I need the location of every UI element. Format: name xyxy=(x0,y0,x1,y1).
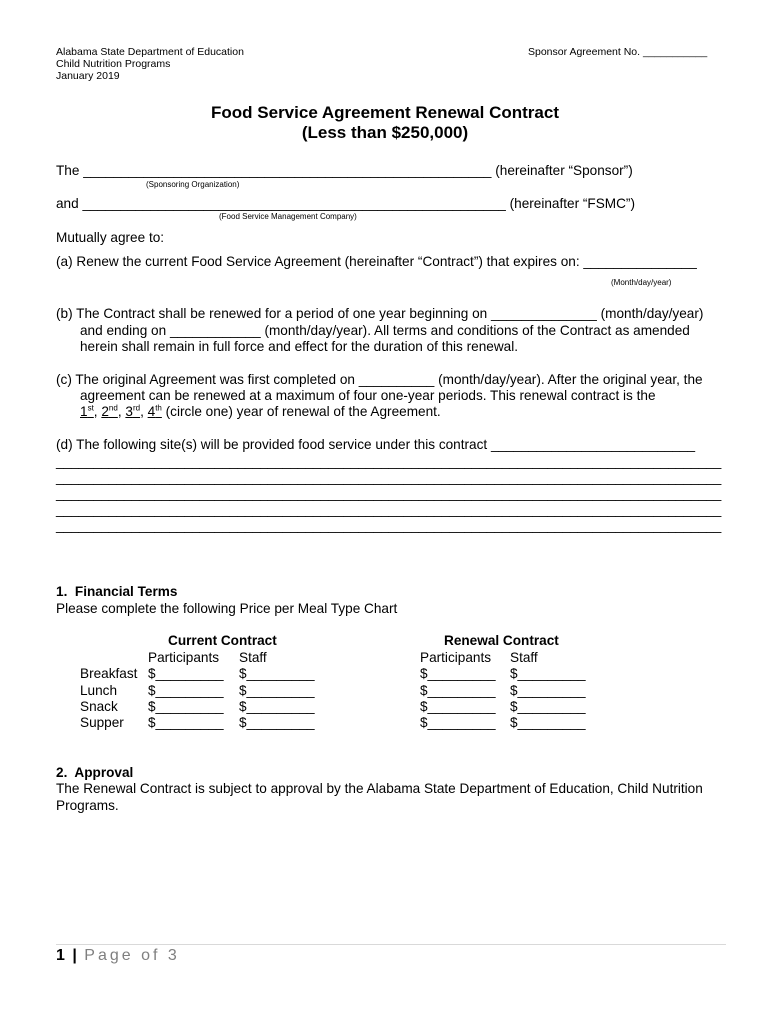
clause-c-line2: agreement can be renewed at a maximum of four one-year periods. This renewal contract is the xyxy=(80,388,656,403)
price-blank: $_________ xyxy=(239,683,315,698)
mutually-agree: Mutually agree to: xyxy=(56,230,165,245)
renewal-year-1: 1st xyxy=(80,403,94,419)
sponsor-line: The ______________________________________________________ (hereinafter “Sponsor”) xyxy=(56,163,633,178)
page-separator: | xyxy=(72,947,77,964)
clause-a-caption: (Month/day/year) xyxy=(611,278,672,287)
approval-heading: 2. Approval xyxy=(56,765,134,780)
org-program: Child Nutrition Programs xyxy=(56,58,171,70)
fsmc-line: and ________________________________________________________ (hereinafter “FSMC”) xyxy=(56,196,635,211)
clause-c-rest: (circle one) year of renewal of the Agreement. xyxy=(161,404,441,419)
meal-label-snack: Snack xyxy=(80,699,118,714)
page-of-text: Page of 3 xyxy=(84,947,180,964)
current-participants-header: Participants xyxy=(148,650,220,665)
price-blank: $_________ xyxy=(148,666,224,681)
price-blank: $_________ xyxy=(420,699,496,714)
site-line: ________________________________________________________________________________________ xyxy=(56,502,722,517)
price-blank: $_________ xyxy=(148,715,224,730)
price-blank: $_________ xyxy=(510,666,586,681)
renewal-participants-header: Participants xyxy=(420,650,492,665)
clause-b-line2: and ending on ____________ (month/day/year). All terms and conditions of the Contract as amended xyxy=(80,323,690,338)
renewal-year-2: 2nd xyxy=(101,403,118,419)
site-line: ________________________________________________________________________________________ xyxy=(56,486,722,501)
meal-label-lunch: Lunch xyxy=(80,683,118,698)
price-blank: $_________ xyxy=(239,715,315,730)
clause-a: (a) Renew the current Food Service Agreement (hereinafter “Contract”) that expires on: _______________ xyxy=(56,254,697,269)
clause-b-line3: herein shall remain in full force and effect for the duration of this renewal. xyxy=(80,339,519,354)
current-contract-title: Current Contract xyxy=(168,633,277,648)
clause-b-line1: (b) The Contract shall be renewed for a period of one year beginning on ______________ (month/day/year) xyxy=(56,306,704,321)
financial-heading: 1. Financial Terms xyxy=(56,584,178,599)
fsmc-caption: (Food Service Management Company) xyxy=(219,212,357,221)
sponsor-caption: (Sponsoring Organization) xyxy=(146,180,240,189)
price-blank: $_________ xyxy=(510,683,586,698)
site-line: ________________________________________________________________________________________ xyxy=(56,518,722,533)
financial-intro: Please complete the following Price per Meal Type Chart xyxy=(56,601,398,616)
page-number: 1 xyxy=(56,947,65,964)
meal-label-supper: Supper xyxy=(80,715,124,730)
price-blank: $_________ xyxy=(239,699,315,714)
renewal-staff-header: Staff xyxy=(510,650,538,665)
document-date: January 2019 xyxy=(56,70,120,82)
price-blank: $_________ xyxy=(510,715,586,730)
price-blank: $_________ xyxy=(239,666,315,681)
page-indicator xyxy=(56,947,180,965)
org-name: Alabama State Department of Education xyxy=(56,46,244,58)
price-blank: $_________ xyxy=(420,715,496,730)
price-blank: $_________ xyxy=(510,699,586,714)
site-line: ________________________________________________________________________________________ xyxy=(56,470,722,485)
footer-divider xyxy=(56,944,726,945)
clause-c-line1: (c) The original Agreement was first completed on __________ (month/day/year). After the original year, the xyxy=(56,372,703,387)
meal-label-breakfast: Breakfast xyxy=(80,666,138,681)
renewal-year-3: 3rd xyxy=(125,403,141,419)
price-blank: $_________ xyxy=(148,683,224,698)
renewal-year-4: 4th xyxy=(147,403,162,419)
page-subtitle: (Less than $250,000) xyxy=(301,123,469,142)
approval-text-line2: Programs. xyxy=(56,798,119,813)
price-blank: $_________ xyxy=(420,666,496,681)
current-staff-header: Staff xyxy=(239,650,267,665)
approval-text-line1: The Renewal Contract is subject to approval by the Alabama State Department of Education, Child Nutrition xyxy=(56,781,703,796)
clause-c-line3: 1st, 2nd, 3rd, 4th (circle one) year of renewal of the Agreement. xyxy=(80,403,441,419)
renewal-contract-title: Renewal Contract xyxy=(444,633,559,648)
sponsor-agreement-no: Sponsor Agreement No. ___________ xyxy=(528,46,708,58)
site-line: ________________________________________________________________________________________ xyxy=(56,454,722,469)
page-title: Food Service Agreement Renewal Contract xyxy=(211,103,559,122)
price-blank: $_________ xyxy=(148,699,224,714)
clause-d: (d) The following site(s) will be provided food service under this contract ___________________________ xyxy=(56,437,696,452)
price-blank: $_________ xyxy=(420,683,496,698)
